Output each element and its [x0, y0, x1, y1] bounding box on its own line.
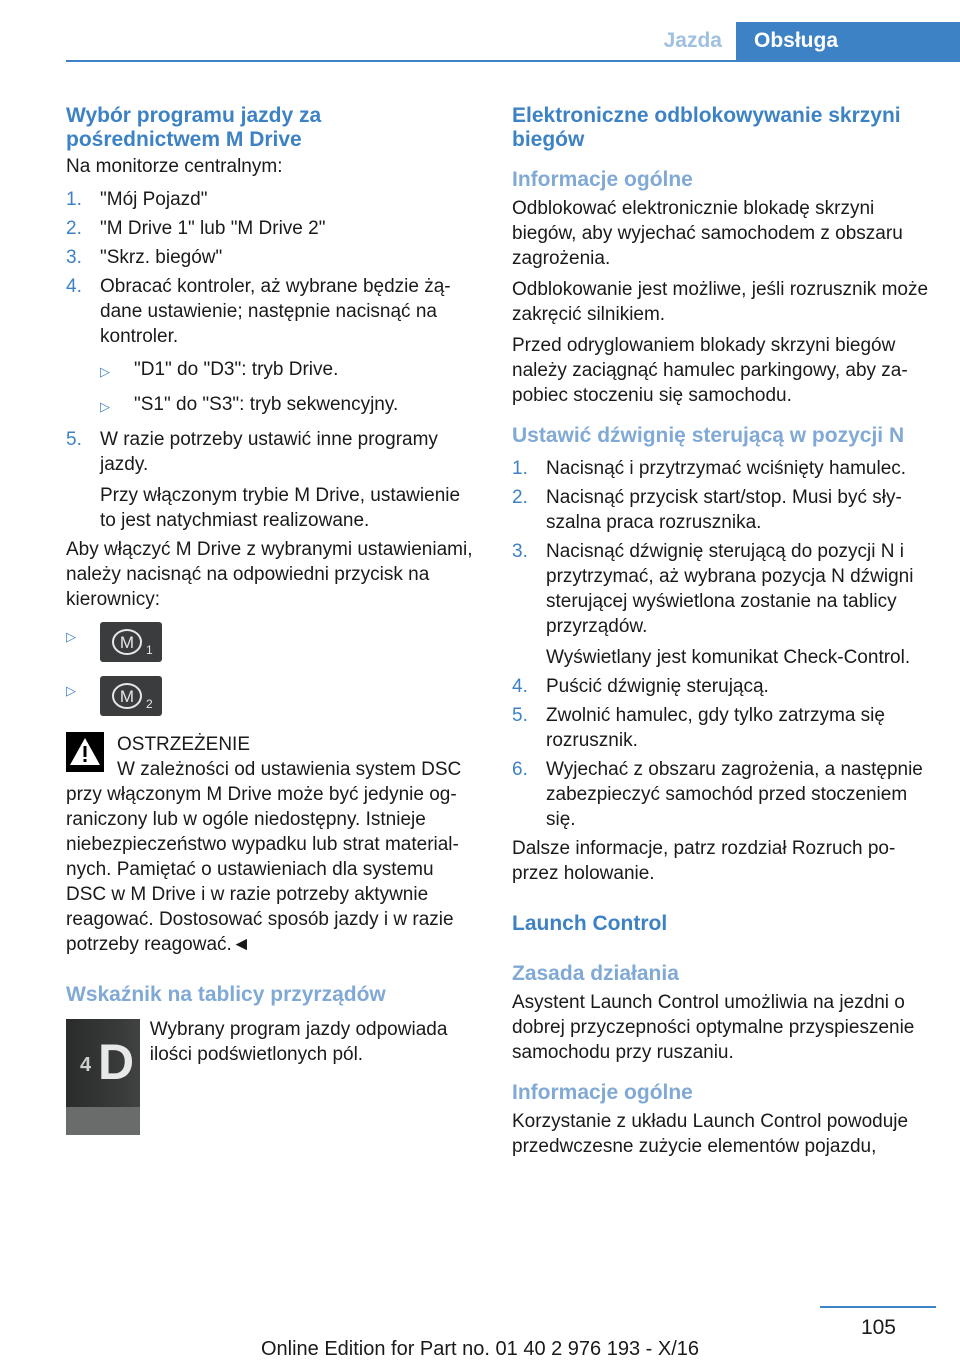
steering-buttons-text: Aby włączyć M Drive z wybranymi ustawieniami, należy nacisnąć na odpowiedni przycisk na kierownicy: — [66, 539, 473, 610]
list-item: 1. Nacisnąć i przytrzymać wciśnięty hamulec. — [512, 458, 907, 479]
svg-text:2: 2 — [146, 697, 153, 711]
subheading-principle: Zasada działania — [512, 962, 679, 985]
svg-text:M: M — [119, 633, 135, 652]
footer-text: Online Edition for Part no. 01 40 2 976 193 - X/16 — [260, 1338, 700, 1360]
gauge-display-image — [66, 1019, 140, 1135]
section-title-instrument: Wskaźnik na tablicy przyrządów — [66, 983, 386, 1006]
m-drive-steps — [66, 187, 478, 533]
section-title-unlock: Elektroniczne odblokowywanie skrzyni biegów — [512, 104, 901, 151]
sub-item: ▷ "D1" do "D3": tryb Drive. — [100, 357, 478, 384]
svg-text:M: M — [119, 687, 135, 706]
section-title-m-drive: Wybór programu jazdy za pośrednictwem M Drive — [66, 104, 322, 151]
section-title-launch-control: Launch Control — [512, 912, 668, 935]
triangle-bullet-icon: ▷ — [66, 683, 76, 698]
svg-text:1: 1 — [146, 643, 153, 657]
gauge-block — [66, 1017, 478, 1135]
list-item: 3. Nacisnąć dźwignię sterującą do pozycji N i przytrzymać, aż wybrana pozycja N dźwigni sterującej wyświetlona zostanie na tablicy przyrządów. Wyświetlany jest komunikat Check-Control. — [512, 541, 914, 668]
chapter-tabs — [646, 22, 960, 60]
m1-button-icon — [100, 622, 162, 662]
subheading-info-2: Informacje ogólne — [512, 1081, 693, 1104]
intro-text: Na monitorze centralnym: — [66, 156, 283, 177]
list-item: 2. "M Drive 1" lub "M Drive 2" — [66, 218, 326, 239]
gauge-description: Wybrany program jazdy odpowiada ilości podświetlonych pól. — [149, 1019, 448, 1065]
unlock-steps — [512, 456, 932, 832]
triangle-bullet-icon: ▷ — [100, 364, 110, 379]
list-item: 5. W razie potrzeby ustawić inne programy jazdy. Przy włączonym trybie M Drive, ustawienie to jest natychmiast realizowane. — [66, 429, 461, 531]
list-item: 3. "Skrz. biegów" — [66, 247, 223, 268]
m2-button-icon — [100, 676, 162, 716]
svg-text:4: 4 — [80, 1054, 92, 1076]
warning-text: W zależności od ustawienia system DSC przy włączonym M Drive może być jedynie ograniczony lub w ogóle niedostępny. Istnieje niebezpieczeństwo wypadku lub strat materialnych. Pamiętać o ustawieniach dla systemu DSC w M Drive i w razie potrzeby aktywnie reagować. Dostosować sposób jazdy i w razie potrzeby reagować.◄ — [66, 759, 462, 955]
svg-text:D: D — [98, 1034, 135, 1090]
warning-box — [66, 732, 478, 957]
tab-jazda[interactable]: Jazda — [646, 22, 736, 60]
subheading-info: Informacje ogólne — [512, 168, 693, 191]
triangle-bullet-icon: ▷ — [100, 399, 110, 414]
m1-button-item — [66, 622, 478, 662]
list-item: 4. Obracać kontroler, aż wybrane będzie żądane ustawienie; następnie nacisnąć na kontroler. ▷ "D1" do "D3": tryb Drive. ▷ "S1" do "S3": tryb sekwencyjny. — [66, 274, 478, 419]
triangle-bullet-icon: ▷ — [66, 629, 76, 644]
footer-rule — [820, 1306, 936, 1308]
list-item: 6. Wyjechać z obszaru zagrożenia, a następnie zabezpieczyć samochód przed stoczeniem się. — [512, 759, 923, 830]
list-item: 1. "Mój Pojazd" — [66, 189, 208, 210]
tab-obsluga[interactable]: Obsługa — [736, 22, 960, 60]
m2-button-item — [66, 676, 478, 716]
warning-title: OSTRZEŻENIE — [117, 734, 251, 755]
list-item: 4. Puścić dźwignię sterującą. — [512, 676, 769, 697]
subheading-position-n: Ustawić dźwignię sterującą w pozycji N — [512, 424, 905, 447]
left-column — [66, 104, 478, 1135]
right-column: Elektroniczne odblokowywanie skrzyni biegów Informacje ogólne Odblokować elektronicznie blokadę skrzyni biegów, aby wyjechać samochodem z obszaru zagrożenia. Odblokowanie jest możliwe, jeśli rozrusznik może zakręcić silnikiem. Przed odryglowaniem blokady skrzyni biegów należy zaciągnąć hamulec parkingowy, aby zapobiec stoczeniu się samochodu. Ustawić dźwignię sterującą w pozycji N 1. Nacisnąć i przytrzymać wciśnięty hamulec. 2. Nacisnąć przycisk start/stop. Musi być słyszalna praca rozrusznika. 3. Nacisnąć dźwignię sterującą do pozycji N i przytrzymać, aż wybrana pozycja N dźwigni sterującej wyświetlona zostanie na tablicy przyrządów. Wyświetlany jest komunikat Check-Control. 4. Puścić dźwignię sterującą. 5. Zwolnić hamulec, gdy tylko zatrzyma się rozrusznik. 6. Wyjechać z obszaru zagrożenia, a następnie zabezpieczyć samochód przed stoczeniem się. Dalsze informacje, patrz rozdział Rozruch poprzez holowanie. Launch Control Zasada działania Asystent Launch Control umożliwia na jezdni o dobrej przyczepności optymalne przyspieszenie samochodu przy ruszaniu. Informacje ogólne Korzystanie z układu Launch Control powoduje przedwczesne zużycie elementów pojazdu, — [512, 104, 932, 1159]
sub-item: ▷ "S1" do "S3": tryb sekwencyjny. — [100, 392, 478, 419]
page-number: 105 — [860, 1316, 896, 1339]
list-item: 2. Nacisnąć przycisk start/stop. Musi być słyszalna praca rozrusznika. — [512, 487, 902, 533]
warning-icon — [66, 732, 104, 779]
list-item: 5. Zwolnić hamulec, gdy tylko zatrzyma się rozrusznik. — [512, 705, 885, 751]
header-rule — [66, 60, 960, 62]
